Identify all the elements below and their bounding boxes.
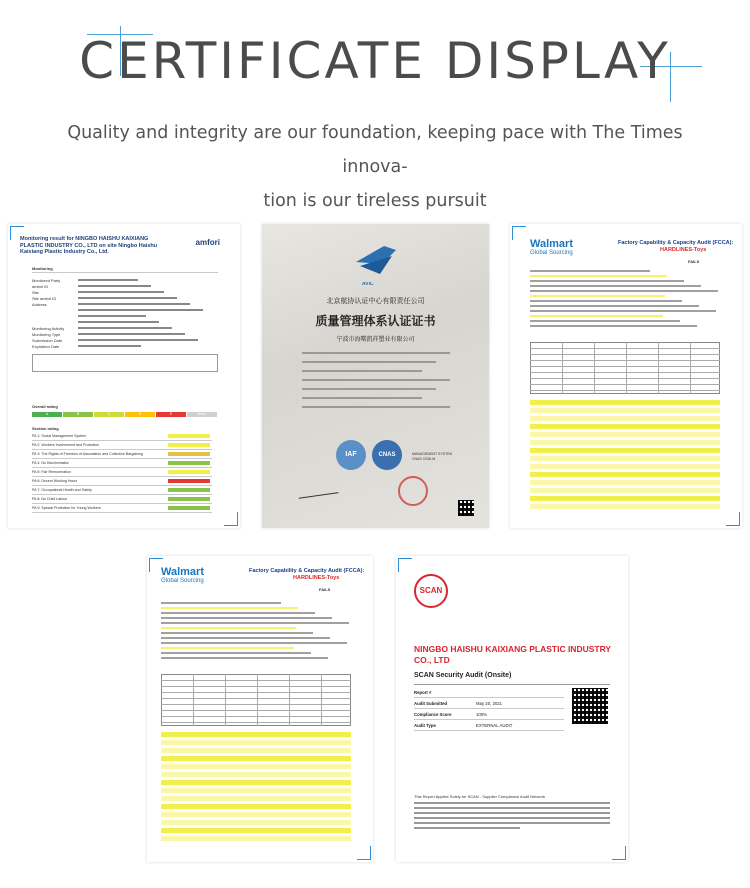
divider [32,467,212,468]
fcca-text-line [530,290,718,292]
disclaimer-line [414,822,610,824]
divider [414,708,564,709]
fcca-table-row [530,384,720,385]
fcca-highlight [530,464,720,469]
fcca-heading: Factory Capability & Capacity Audit (FCCA): [249,568,365,574]
amfori-section-rating-bar [168,506,210,510]
fcca-highlight [530,480,720,485]
fcca-table-col [289,674,290,726]
fcca-highlight [161,788,351,793]
divider [32,272,218,273]
fcca-text-line [161,647,294,649]
scan-detail-value: May 20, 2021 [476,701,503,706]
divider [414,730,564,731]
fcca-text-line [161,602,281,604]
fcca-table-col [658,342,659,394]
scan-detail-value: 100% [476,712,487,717]
divider [32,485,212,486]
amfori-section-name: PA 3: The Rights of Freedom of Association and Collective Bargaining [32,452,143,456]
divider [414,697,564,698]
fcca-text-line [530,310,716,312]
divider [32,476,212,477]
fcca-text-line [161,627,296,629]
frame-corner [612,846,626,860]
avic-logo [354,242,398,282]
disclaimer-line [414,802,610,804]
amfori-field-label: Expiration Date [32,344,60,349]
amfori-logo: amfori [195,238,220,247]
certificate-walmart-fcca-2[interactable] [147,556,373,862]
fcca-table [530,342,720,394]
amfori-section-overall: Overall rating [32,404,58,409]
iaf-label: IAF [345,451,357,458]
certificate-text-line [302,379,450,381]
fcca-highlight [530,416,720,421]
fcca-highlight [161,740,351,745]
red-seal [398,476,428,506]
fcca-text-line [161,642,347,644]
subtitle-line-1: Quality and integrity are our foundation, keeping pace with The Times innova- [67,123,683,177]
walmart-global-sourcing: Global Sourcing [530,250,573,256]
certificate-company: 宁波市海曙凯祥塑业有限公司 [336,336,415,343]
rating-scale-cell: D [125,412,155,417]
amfori-field-label: Address [32,302,47,307]
fcca-highlight [161,796,351,801]
amfori-header [20,236,220,260]
amfori-field-label: Monitoring Type [32,332,61,337]
amfori-title: Monitoring result for NINGBO HAISHU KAIXIANG PLASTIC INDUSTRY CO., LTD on site Ningbo Haishu Kaixiang Plastic Industry Co., Ltd. [20,236,158,255]
frame-corner [398,558,412,572]
fcca-highlight [530,424,720,429]
fcca-text-line [530,280,684,282]
fcca-result: FAILS [688,259,700,264]
frame-corner [726,512,740,526]
rating-scale-cell: None [187,412,217,417]
amfori-field-value [78,315,146,317]
fcca-table-col [321,674,322,726]
fcca-text-line [161,607,298,609]
fcca-table-row [530,372,720,373]
divider [32,503,212,504]
fcca-table-row [530,366,720,367]
scan-footer: This Report Applies Solely for SCAN - Supplier Compliance Audit Network [414,794,545,799]
fcca-table-row [161,722,351,723]
certificate-text-line [302,352,450,354]
fcca-text-line [530,300,682,302]
fcca-table-row [530,360,720,361]
amfori-section-name: PA 7: Occupational Health and Safety [32,488,92,492]
fcca-highlight [161,756,351,761]
frame-corner [512,226,526,240]
amfori-field-label: amfori ID [32,284,49,289]
page-title: CERTIFICATE DISPLAY [79,32,671,90]
divider [32,512,212,513]
amfori-section-rating-bar [168,497,210,501]
scan-detail-label: Compliance Score [414,712,452,717]
walmart-logo: Walmart [161,566,204,578]
fcca-highlight [530,440,720,445]
scan-logo: SCAN [414,574,448,608]
fcca-highlight [530,496,720,501]
certificate-quality-management[interactable] [262,224,489,528]
fcca-text-line [161,637,330,639]
amfori-field-value [78,285,151,287]
amfori-field-value [78,333,185,335]
fcca-result: FAILS [319,587,331,592]
rating-scale-cell: E [156,412,186,417]
fcca-table-col [225,674,226,726]
certificate-scan[interactable] [396,556,628,862]
rating-scale-cell: C [94,412,124,417]
amfori-field-label: Site [32,290,39,295]
divider [32,440,212,441]
amfori-field-label: Monitoring Activity [32,326,65,331]
scan-detail-label: Report # [414,690,432,695]
fcca-highlight [161,764,351,769]
scan-detail-label: Audit Type [414,723,436,728]
fcca-table-col [626,342,627,394]
fcca-text-line [530,325,697,327]
scan-company-name: NINGBO HAISHU KAIXIANG PLASTIC INDUSTRY CO., LTD [414,644,611,665]
fcca-highlight [530,432,720,437]
fcca-table-row [161,692,351,693]
qr-code-small [458,500,474,516]
amfori-field-value [78,339,198,341]
amfori-field-label: Submission Date [32,338,63,343]
scan-audit-title: SCAN Security Audit (Onsite) [414,672,512,679]
iaf-mark [336,440,366,470]
certificate-text-line [302,397,422,399]
fcca-highlight [530,448,720,453]
fcca-text-line [530,320,680,322]
certificate-text-line [302,361,436,363]
amfori-section-name: PA 2: Workers Involvement and Protection [32,443,100,447]
frame-corner [357,846,371,860]
subtitle-line-2: tion is our tireless pursuit [263,191,487,211]
amfori-section-name: PA 1: Social Management System [32,434,87,438]
disclaimer-line [414,812,610,814]
fcca-highlight [161,804,351,809]
amfori-section-rating-bar [168,461,210,465]
amfori-section-name: PA 6: Decent Working Hours [32,479,78,483]
amfori-field-value [78,327,172,329]
certificate-walmart-fcca-1[interactable] [510,224,742,528]
amfori-section-rating-bar [168,434,210,438]
fcca-highlight [161,836,351,841]
issuing-organization: 北京航协认证中心有限责任公司 [326,297,425,305]
fcca-highlight [161,772,351,777]
amfori-field-value [78,291,164,293]
certificate-text-line [302,388,436,390]
fcca-highlight [161,828,351,833]
amfori-field-label: Monitored Party [32,278,61,283]
divider [32,494,212,495]
disclaimer-line [414,827,520,829]
fcca-highlight [161,820,351,825]
divider [32,458,212,459]
fcca-table-row [161,686,351,687]
fcca-table-row [530,378,720,379]
amfori-field-value [78,345,141,347]
fcca-text-line [530,305,699,307]
qr-code [572,688,608,724]
fcca-highlight [161,732,351,737]
fcca-highlight [161,748,351,753]
amfori-field-value [78,279,138,281]
fcca-table-col [193,674,194,726]
scan-detail-label: Audit Submitted [414,701,448,706]
amfori-section-name: PA 4: No Discrimination [32,461,70,465]
fcca-table-row [161,698,351,699]
disclaimer-line [414,817,610,819]
fcca-table-row [161,716,351,717]
fcca-highlight [530,400,720,405]
amfori-section-rating-bar [168,479,210,483]
scan-detail-value: EXTERNAL AUDIT [476,723,513,728]
certificate-text-line [302,370,422,372]
fcca-table-row [161,680,351,681]
fcca-highlight [530,408,720,413]
fcca-text-line [530,285,701,287]
fcca-subheading: HARDLINES-Toys [293,575,340,581]
amfori-note-box [32,354,218,372]
divider [414,719,564,720]
fcca-table-row [530,354,720,355]
fcca-table-row [161,704,351,705]
cnas-mark [372,440,402,470]
amfori-section-name: PA 8: No Child Labour [32,497,68,501]
fcca-highlight [161,812,351,817]
fcca-heading: Factory Capability & Capacity Audit (FCCA): [618,240,734,246]
walmart-global-sourcing: Global Sourcing [161,578,204,584]
fcca-highlight [530,504,720,509]
cnas-label: CNAS [378,452,396,458]
disclaimer-line [414,807,610,809]
amfori-field-value [78,297,177,299]
amfori-section-rating-bar [168,488,210,492]
cnas-mark-code: CNAS C036-M [412,457,436,461]
fcca-highlight [530,456,720,461]
amfori-field-value [78,309,203,311]
cnas-mark-caption: MANAGEMENT SYSTEM [412,452,453,456]
divider [414,684,610,685]
certificate-amfori[interactable] [8,224,240,528]
amfori-section-rating-bar [168,470,210,474]
amfori-field-value [78,303,190,305]
fcca-table-row [530,390,720,391]
rating-scale-cell: B [63,412,93,417]
fcca-text-line [530,295,665,297]
fcca-text-line [161,612,315,614]
fcca-table-col [594,342,595,394]
divider [32,449,212,450]
walmart-logo: Walmart [530,238,573,250]
page-subtitle [40,116,710,218]
amfori-section-rating: Section rating [32,426,59,431]
fcca-text-line [530,270,650,272]
fcca-text-line [161,617,332,619]
amfori-section-monitoring: Monitoring [32,266,53,271]
amfori-section-rating-bar [168,443,210,447]
fcca-table-row [530,348,720,349]
frame-corner [224,512,238,526]
fcca-table-row [161,710,351,711]
certificate-text-line [302,406,450,408]
fcca-subheading: HARDLINES-Toys [660,247,707,253]
avic-label: AVIC [362,282,374,287]
rating-scale-cell: A [32,412,62,417]
amfori-section-rating-bar [168,452,210,456]
fcca-text-line [161,652,311,654]
fcca-highlight [530,472,720,477]
fcca-text-line [161,657,328,659]
fcca-table-col [690,342,691,394]
amfori-field-label: Site amfori ID [32,296,57,301]
fcca-text-line [161,622,349,624]
amfori-field-value [78,321,159,323]
fcca-highlight [530,488,720,493]
certificate-title: 质量管理体系认证证书 [315,314,436,328]
fcca-text-line [530,275,667,277]
fcca-table [161,674,351,726]
fcca-table-col [257,674,258,726]
fcca-table-col [562,342,563,394]
amfori-section-name: PA 5: Fair Remuneration [32,470,72,474]
fcca-text-line [530,315,663,317]
amfori-section-name: PA 9: Special Protection for Young Workers [32,506,101,510]
fcca-text-line [161,632,313,634]
fcca-highlight [161,780,351,785]
